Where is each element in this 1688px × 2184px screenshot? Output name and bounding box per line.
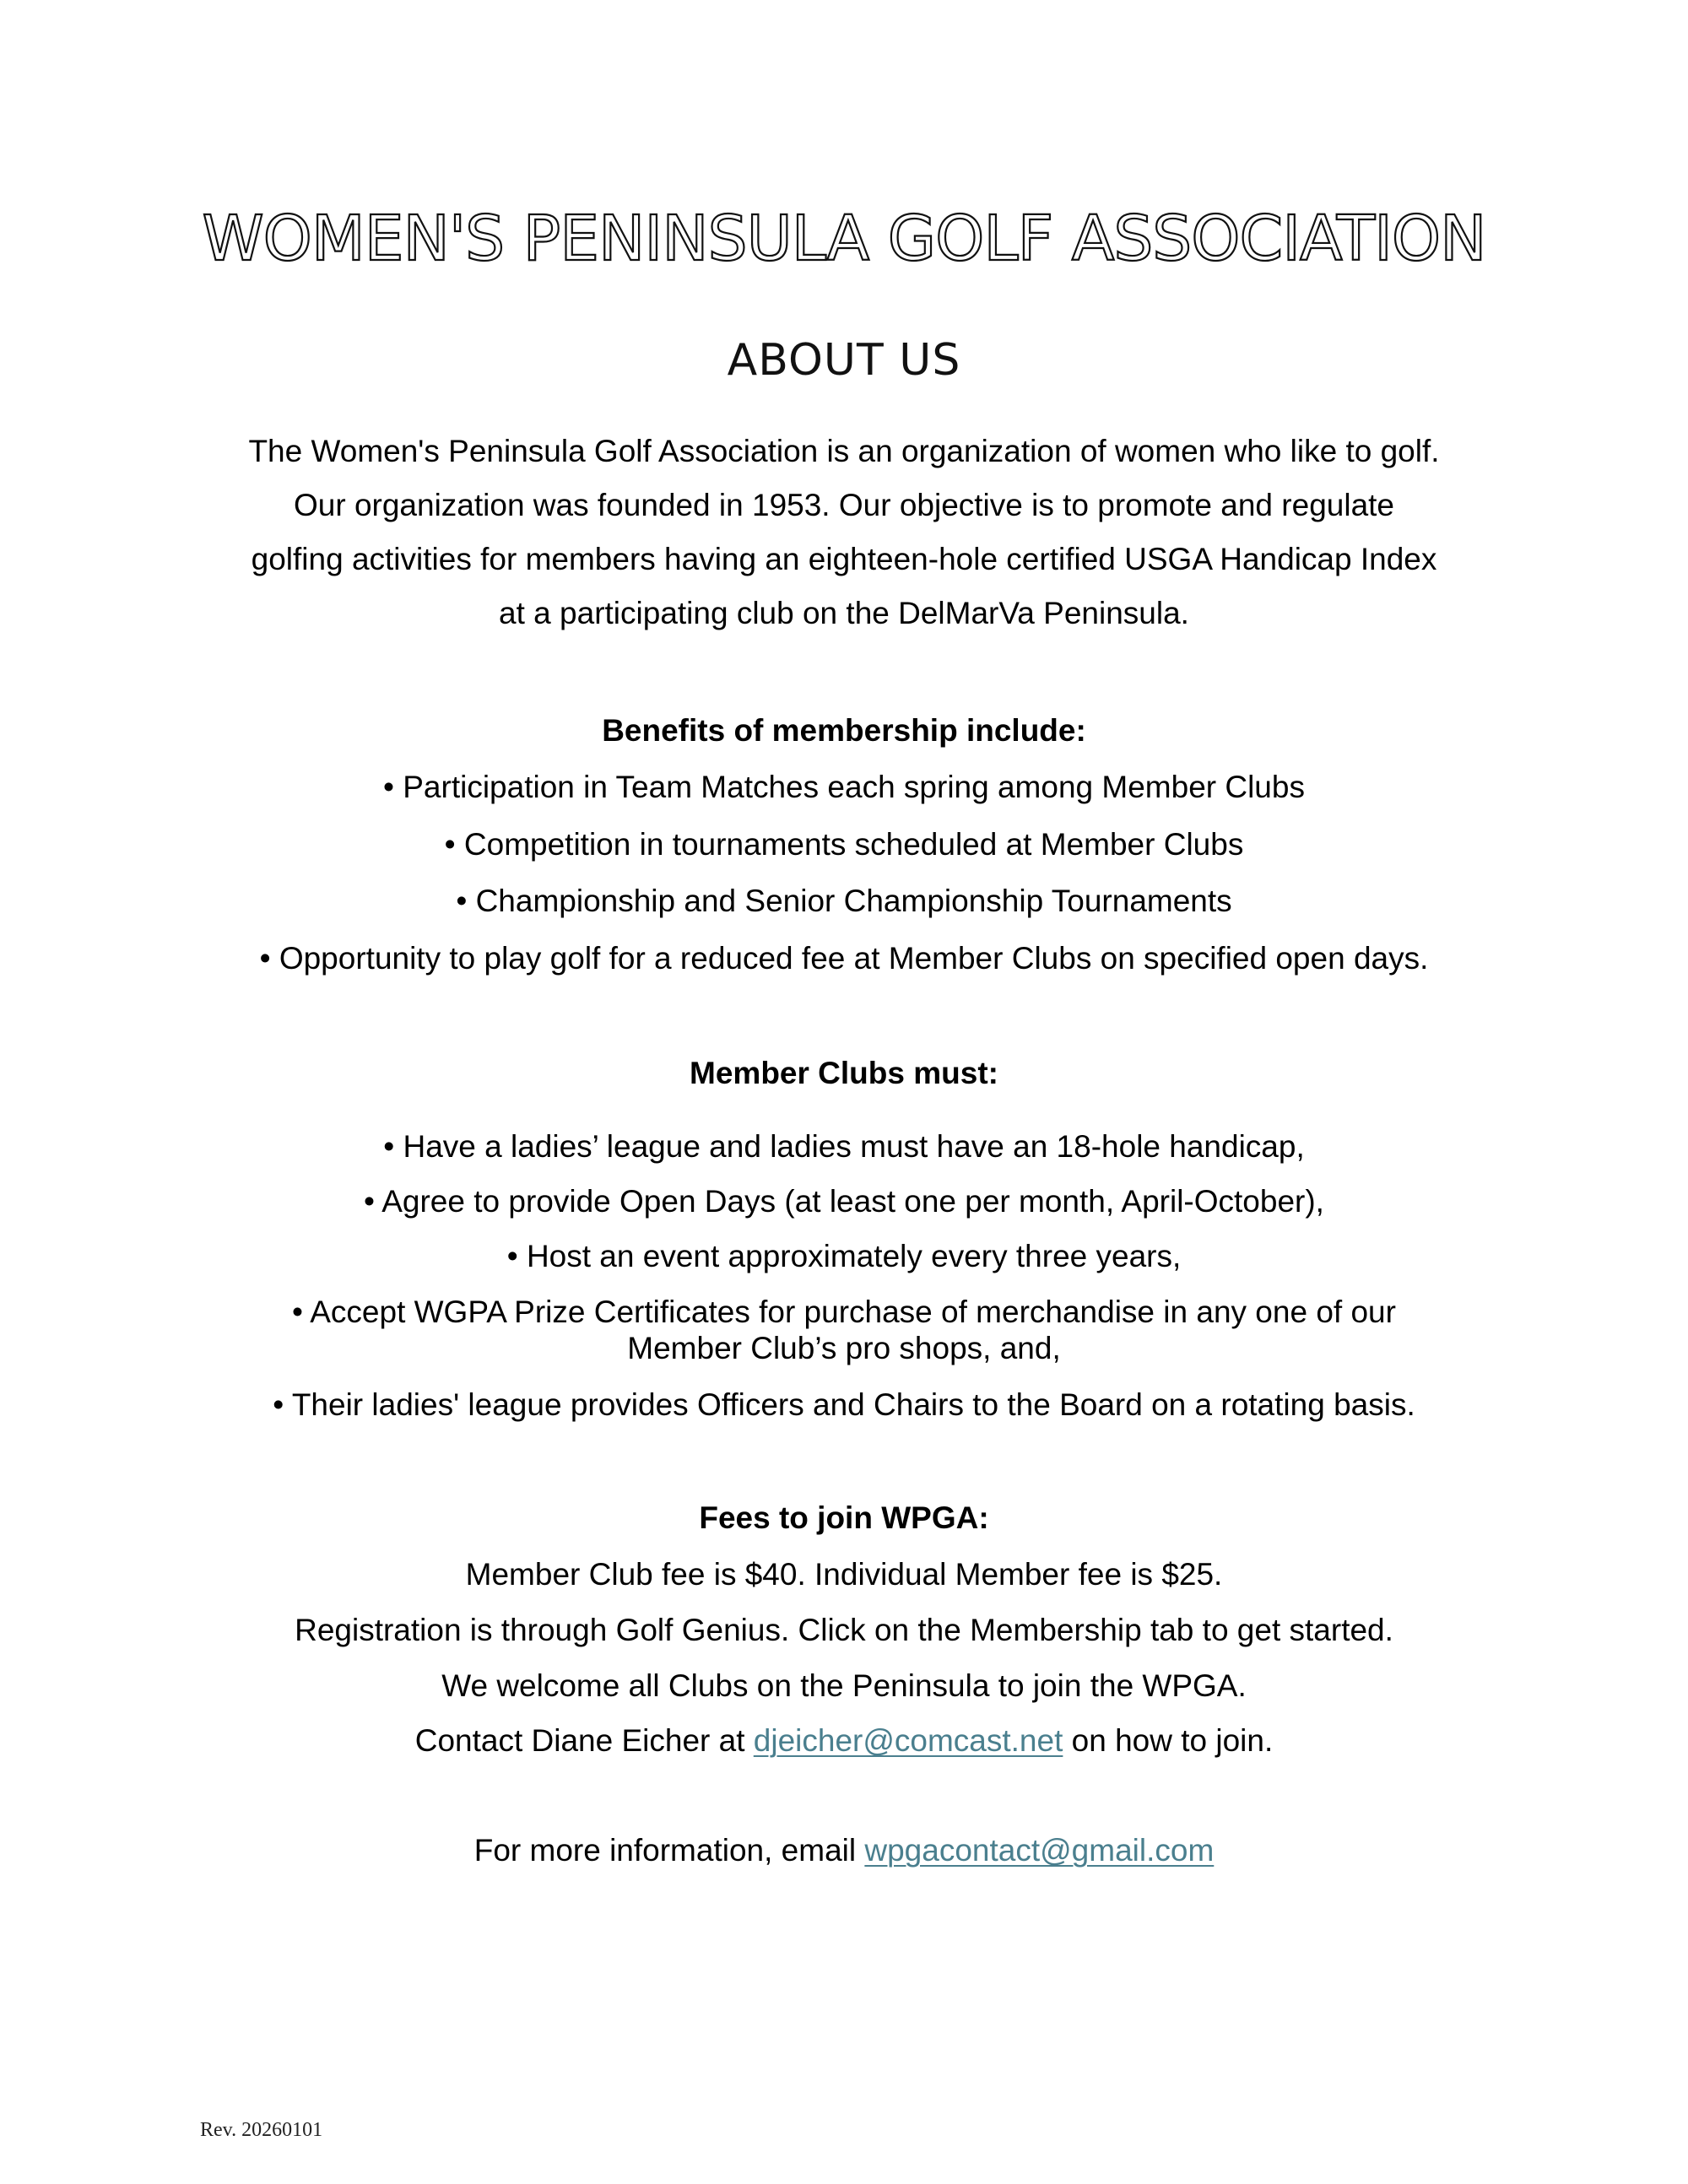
registration-line: Registration is through Golf Genius. Click on the Membership tab to get started. (295, 1613, 1393, 1647)
intro-line: Our organization was founded in 1953. Our objective is to promote and regulate (293, 488, 1394, 522)
requirement-item-continued: Member Club’s pro shops, and, (627, 1331, 1061, 1365)
benefits-heading: Benefits of membership include: (602, 713, 1086, 748)
requirement-item: • Their ladies' league provides Officers and Chairs to the Board on a rotating basis. (273, 1387, 1415, 1422)
requirement-item: • Have a ladies’ league and ladies must have an 18-hole handicap, (383, 1129, 1305, 1164)
contact-prefix: Contact Diane Eicher at (414, 1723, 754, 1758)
contact-email-link[interactable]: djeicher@comcast.net (753, 1723, 1063, 1758)
benefit-item: • Participation in Team Matches each spring among Member Clubs (383, 770, 1305, 804)
more-info-prefix: For more information, email (473, 1833, 865, 1868)
benefit-item: • Competition in tournaments scheduled at Member Clubs (444, 827, 1244, 862)
benefit-item: • Opportunity to play golf for a reduced fee at Member Clubs on specified open days. (259, 941, 1429, 976)
page-title: ABOUT US (727, 335, 961, 386)
intro-line: The Women's Peninsula Golf Association is an organization of women who like to golf. (248, 434, 1440, 468)
organization-title: WOMEN'S PENINSULA GOLF ASSOCIATION (202, 203, 1486, 275)
member-clubs-heading: Member Clubs must: (690, 1056, 998, 1090)
intro-line: golfing activities for members having an eighteen-hole certified USGA Handicap Index (251, 542, 1437, 576)
benefit-item: • Championship and Senior Championship Tournaments (456, 884, 1232, 918)
contact-line (0, 1722, 1688, 1760)
requirement-item: • Host an event approximately every three years, (506, 1239, 1182, 1273)
intro-line: at a participating club on the DelMarVa Peninsula. (499, 596, 1189, 630)
info-email-link[interactable]: wpgacontact@gmail.com (864, 1833, 1215, 1868)
requirement-item: • Agree to provide Open Days (at least one per month, April-October), (364, 1184, 1324, 1219)
revision-label: Rev. 20260101 (200, 2119, 323, 2141)
fees-heading: Fees to join WPGA: (699, 1500, 989, 1535)
contact-suffix: on how to join. (1063, 1723, 1274, 1758)
requirement-item: • Accept WGPA Prize Certificates for purchase of merchandise in any one of our (292, 1295, 1396, 1329)
more-info-line (0, 1831, 1688, 1870)
welcome-line: We welcome all Clubs on the Peninsula to join the WPGA. (441, 1668, 1247, 1703)
fee-line: Member Club fee is $40. Individual Member fee is $25. (465, 1557, 1223, 1592)
